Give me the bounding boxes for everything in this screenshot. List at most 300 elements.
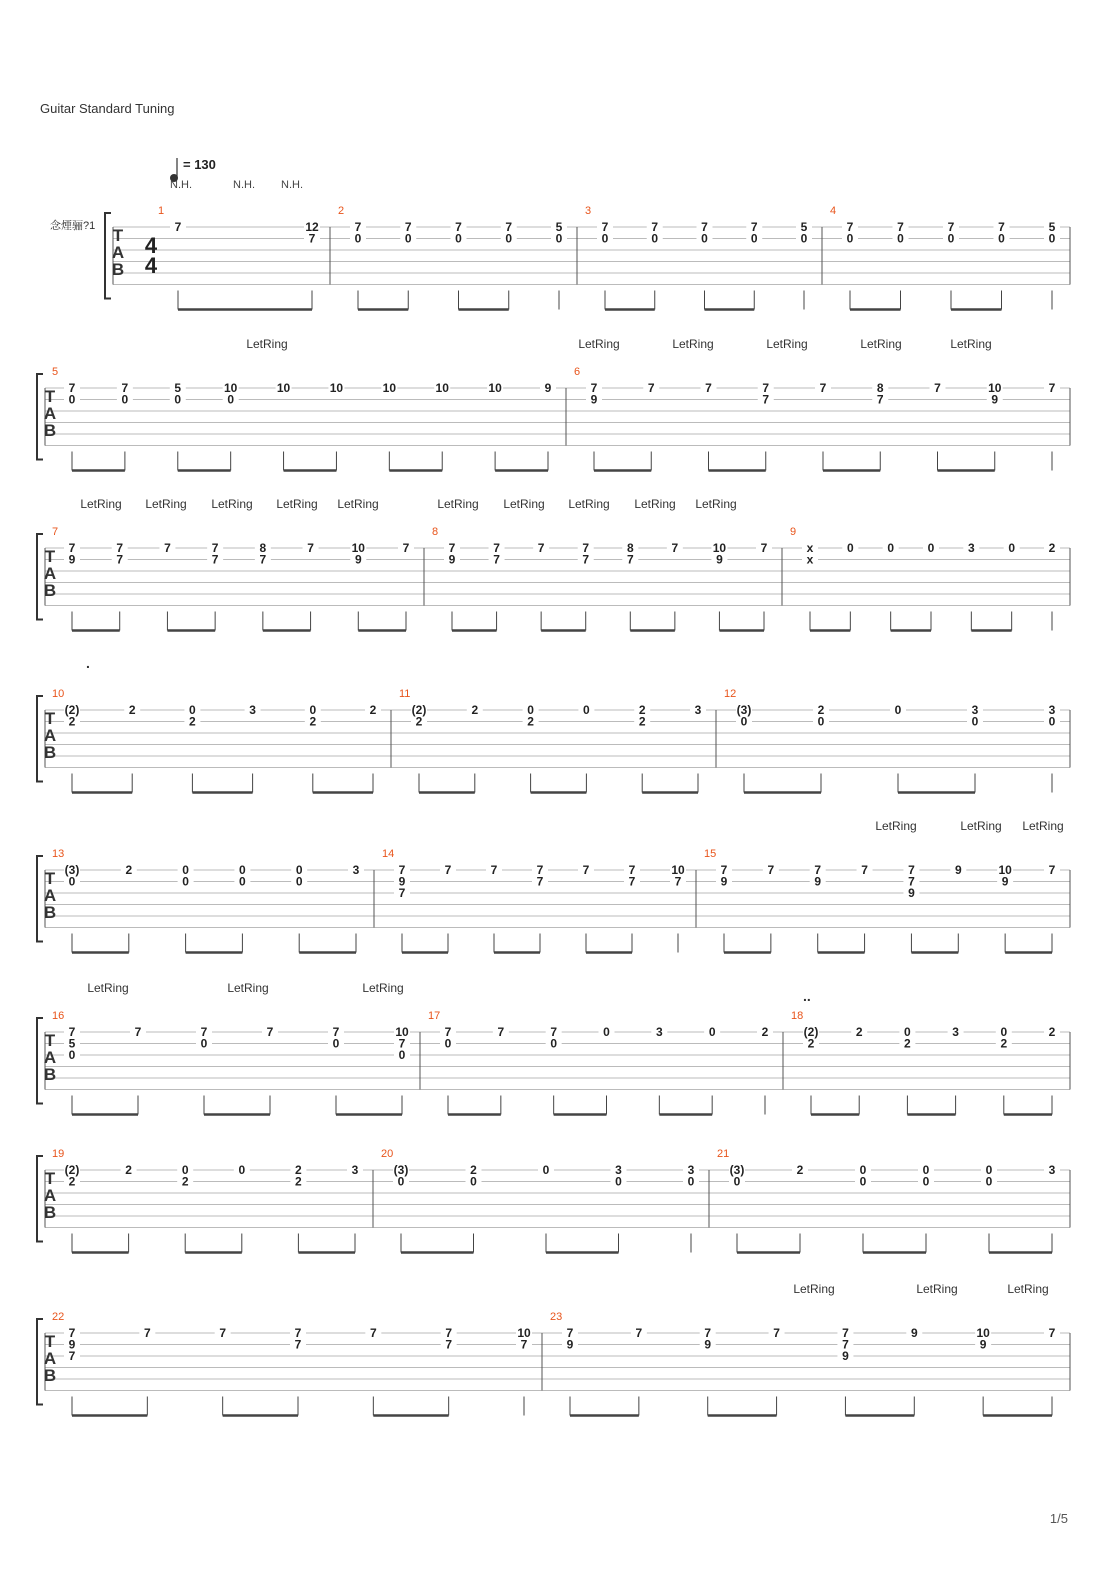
harmonic-mark: N.H.	[281, 179, 303, 191]
fret-number: 0	[846, 231, 854, 246]
fret-number: 8	[259, 541, 267, 555]
fret-number: 0	[309, 703, 317, 717]
fret-number: 9	[68, 552, 76, 567]
measure-number: 13	[52, 848, 65, 860]
fret-number: 7	[701, 220, 708, 234]
system-bracket	[37, 1156, 43, 1242]
fret-number: 10	[988, 381, 1002, 395]
fret-number: 0	[615, 1174, 622, 1189]
tuning-label: Guitar Standard Tuning	[40, 101, 175, 116]
fret-number: (2)	[64, 1163, 80, 1177]
fret-number: 7	[266, 1025, 274, 1039]
fret-number: 7	[520, 1337, 528, 1352]
fret-number: 0	[603, 1025, 610, 1039]
let-ring-label: LetRing	[793, 1282, 835, 1296]
fret-number: 0	[68, 392, 76, 407]
fret-number: 7	[647, 381, 655, 395]
fret-number: 7	[762, 392, 770, 407]
measure-number: 22	[52, 1311, 65, 1323]
fret-number: 7	[164, 541, 171, 555]
fret-number: 7	[934, 381, 941, 395]
let-ring-label: LetRing	[211, 497, 253, 511]
tab-clef-letter: B	[43, 1065, 57, 1084]
fret-number: 10	[223, 381, 238, 395]
fret-number: 7	[445, 1337, 453, 1352]
fret-number: (3)	[736, 703, 752, 717]
fret-number: 0	[68, 874, 76, 889]
track-name: 念煙骊?1	[50, 220, 96, 232]
fret-number: 9	[68, 1337, 76, 1352]
fret-number: 0	[887, 541, 895, 555]
measure-number: 20	[381, 1148, 394, 1160]
fret-number: 0	[238, 1163, 246, 1177]
let-ring-label: LetRing	[578, 337, 620, 351]
measure-number: 7	[52, 526, 59, 538]
fret-number: 7	[493, 541, 500, 555]
fret-number: 7	[628, 874, 636, 889]
fret-number: 0	[354, 231, 362, 246]
fret-number: 7	[308, 231, 316, 246]
fret-number: 0	[397, 1174, 405, 1189]
system-bracket	[37, 856, 43, 942]
fret-number: 7	[404, 220, 412, 234]
fret-number: 7	[846, 220, 854, 234]
fret-number: 2	[855, 1025, 863, 1039]
fret-number: 0	[239, 874, 246, 889]
let-ring-label: LetRing	[875, 819, 917, 833]
fret-number: 7	[720, 863, 728, 877]
tab-clef-letter: A	[43, 1186, 57, 1205]
let-ring-label: LetRing	[362, 981, 404, 995]
fret-number: (2)	[411, 703, 427, 717]
fret-number: 10	[395, 1025, 409, 1039]
fret-number: 7	[750, 220, 758, 234]
fret-number: 10	[382, 381, 397, 395]
section-mark: .	[86, 655, 90, 671]
let-ring-label: LetRing	[1022, 819, 1064, 833]
fret-number: 3	[967, 541, 975, 555]
fret-number: 0	[295, 863, 303, 877]
fret-number: 7	[332, 1025, 340, 1039]
fret-number: 7	[537, 541, 545, 555]
fret-number: 0	[555, 231, 563, 246]
fret-number: 7	[493, 552, 500, 567]
fret-number: 9	[842, 1349, 849, 1363]
fret-number: 7	[211, 552, 219, 567]
let-ring-label: LetRing	[916, 1282, 958, 1296]
page-number: 1/5	[1049, 1511, 1068, 1526]
fret-number: 0	[181, 1163, 189, 1177]
fret-number: 5	[1048, 220, 1056, 234]
tab-clef-letter: A	[43, 1349, 57, 1368]
fret-number: 10	[435, 381, 449, 395]
measure-number: 4	[830, 205, 837, 217]
fret-number: 7	[773, 1326, 780, 1340]
fret-number: 2	[1048, 1025, 1056, 1039]
fret-number: 7	[116, 552, 124, 567]
fret-number: 3	[687, 1163, 695, 1177]
fret-number: 7	[814, 863, 822, 877]
fret-number: 0	[750, 231, 758, 246]
fret-number: 7	[68, 1326, 76, 1340]
fret-number: 2	[125, 1163, 132, 1177]
fret-number: 7	[398, 863, 406, 877]
fret-number: 0	[550, 1036, 558, 1051]
fret-number: 2	[796, 1163, 804, 1177]
fret-number: 10	[712, 541, 727, 555]
fret-number: 9	[566, 1337, 574, 1352]
let-ring-label: LetRing	[87, 981, 129, 995]
fret-number: x	[806, 552, 814, 567]
fret-number: 7	[897, 220, 904, 234]
fret-number: 8	[626, 541, 634, 555]
fret-number: 7	[536, 863, 544, 877]
fret-number: 2	[68, 1174, 76, 1189]
fret-number: 7	[1048, 381, 1056, 395]
fret-number: 7	[550, 1025, 558, 1039]
fret-number: 0	[174, 392, 182, 407]
time-signature-bottom: 4	[144, 253, 158, 278]
fret-number: 7	[490, 863, 498, 877]
fret-number: 0	[398, 1048, 406, 1062]
fret-number: 7	[861, 863, 868, 877]
fret-number: 8	[876, 381, 884, 395]
let-ring-label: LetRing	[337, 497, 379, 511]
fret-number: 2	[125, 863, 133, 877]
fret-number: 2	[904, 1036, 911, 1051]
fret-number: 7	[590, 381, 598, 395]
fret-number: 0	[817, 714, 825, 729]
fret-number: 0	[227, 392, 235, 407]
fret-number: 10	[517, 1326, 531, 1340]
fret-number: 3	[615, 1163, 622, 1177]
let-ring-label: LetRing	[672, 337, 714, 351]
fret-number: 0	[542, 1163, 550, 1177]
fret-number: 7	[497, 1025, 505, 1039]
fret-number: 0	[404, 231, 412, 246]
fret-number: 0	[583, 703, 590, 717]
fret-number: 7	[819, 381, 827, 395]
fret-number: 7	[211, 541, 219, 555]
system-bracket	[37, 1319, 43, 1405]
fret-number: 7	[998, 220, 1005, 234]
tab-clef-letter: B	[43, 743, 57, 762]
fret-number: 2	[68, 714, 76, 729]
fret-number: 0	[1008, 541, 1016, 555]
fret-number: 2	[295, 1174, 302, 1189]
fret-number: 3	[1048, 1163, 1056, 1177]
fret-number: 10	[976, 1326, 990, 1340]
fret-number: 0	[121, 392, 129, 407]
fret-number: 7	[876, 392, 884, 407]
fret-number: 0	[859, 1163, 867, 1177]
fret-number: 2	[309, 714, 317, 729]
measure-number: 5	[52, 366, 59, 378]
fret-number: 3	[1048, 703, 1056, 717]
fret-number: 9	[910, 1326, 918, 1340]
fret-number: 9	[908, 886, 915, 900]
let-ring-label: LetRing	[80, 497, 122, 511]
fret-number: 0	[904, 1025, 911, 1039]
fret-number: 7	[444, 863, 452, 877]
fret-number: 0	[651, 231, 659, 246]
fret-number: 7	[259, 552, 267, 567]
fret-number: 7	[626, 552, 634, 567]
fret-number: 7	[121, 381, 129, 395]
fret-number: 7	[68, 1025, 76, 1039]
fret-number: 2	[471, 703, 479, 717]
fret-number: 7	[398, 1036, 406, 1051]
let-ring-label: LetRing	[437, 497, 479, 511]
fret-number: 0	[971, 714, 979, 729]
fret-number: 0	[922, 1174, 930, 1189]
fret-number: 2	[638, 703, 646, 717]
fret-number: 0	[1000, 1025, 1008, 1039]
fret-number: 7	[536, 874, 544, 889]
tab-clef-letter: A	[43, 1048, 57, 1067]
tab-clef-letter: T	[44, 1332, 56, 1351]
fret-number: 7	[1048, 863, 1056, 877]
fret-number: 7	[402, 541, 410, 555]
measure-number: 19	[52, 1148, 65, 1160]
fret-number: 5	[800, 220, 808, 234]
system-bracket	[37, 534, 43, 620]
fret-number: 0	[527, 703, 534, 717]
tab-clef-letter: A	[43, 404, 57, 423]
fret-number: 7	[505, 220, 513, 234]
fret-number: 0	[1048, 714, 1056, 729]
fret-number: 0	[455, 231, 462, 246]
measure-number: 3	[585, 205, 592, 217]
fret-number: 5	[555, 220, 563, 234]
measure-number: 21	[717, 1148, 730, 1160]
fret-number: 7	[671, 541, 679, 555]
fret-number: 0	[922, 1163, 930, 1177]
fret-number: 0	[947, 231, 955, 246]
fret-number: 0	[1048, 231, 1056, 246]
fret-number: 7	[704, 1326, 712, 1340]
fret-number: 7	[448, 541, 456, 555]
fret-number: 7	[582, 552, 590, 567]
measure-number: 18	[791, 1010, 804, 1022]
fret-number: 9	[814, 874, 822, 889]
fret-number: 7	[705, 381, 712, 395]
system-bracket	[37, 1018, 43, 1104]
fret-number: 9	[590, 392, 598, 407]
tab-clef-letter: T	[44, 387, 56, 406]
fret-number: 7	[444, 1025, 452, 1039]
fret-number: 0	[189, 703, 196, 717]
fret-number: 0	[332, 1036, 340, 1051]
fret-number: 7	[582, 541, 590, 555]
fret-number: 0	[894, 703, 902, 717]
fret-number: 0	[295, 874, 303, 889]
fret-number: 7	[908, 863, 915, 877]
fret-number: 0	[897, 231, 904, 246]
fret-number: 0	[239, 863, 246, 877]
fret-number: 7	[445, 1326, 453, 1340]
fret-number: 0	[182, 863, 189, 877]
fret-number: (2)	[64, 703, 80, 717]
fret-number: 7	[455, 220, 462, 234]
fret-number: 7	[635, 1326, 643, 1340]
fret-number: 2	[295, 1163, 302, 1177]
fret-number: 7	[294, 1326, 302, 1340]
fret-number: 10	[276, 381, 291, 395]
fret-number: 5	[174, 381, 182, 395]
fret-number: 0	[701, 231, 708, 246]
let-ring-label: LetRing	[503, 497, 545, 511]
tab-clef-letter: T	[44, 709, 56, 728]
tab-clef-letter: T	[44, 547, 56, 566]
fret-number: 7	[200, 1025, 208, 1039]
let-ring-label: LetRing	[860, 337, 902, 351]
measure-number: 6	[574, 366, 581, 378]
fret-number: 7	[134, 1025, 142, 1039]
measure-number: 8	[432, 526, 439, 538]
fret-number: 10	[351, 541, 365, 555]
fret-number: 7	[842, 1326, 849, 1340]
fret-number: 9	[448, 552, 456, 567]
fret-number: 3	[351, 1163, 359, 1177]
fret-number: 2	[128, 703, 136, 717]
measure-number: 14	[382, 848, 395, 860]
fret-number: 9	[720, 874, 728, 889]
fret-number: 10	[488, 381, 502, 395]
fret-number: 9	[354, 552, 362, 567]
fret-number: 7	[398, 886, 406, 900]
fret-number: 2	[181, 1174, 189, 1189]
let-ring-label: LetRing	[276, 497, 318, 511]
fret-number: 7	[601, 220, 609, 234]
fret-number: 7	[307, 541, 314, 555]
fret-number: 7	[674, 874, 682, 889]
fret-number: 7	[762, 381, 770, 395]
let-ring-label: LetRing	[145, 497, 187, 511]
fret-number: 0	[200, 1036, 208, 1051]
let-ring-label: LetRing	[568, 497, 610, 511]
fret-number: (3)	[729, 1163, 745, 1177]
fret-number: (3)	[393, 1163, 409, 1177]
tab-clef-letter: A	[111, 243, 125, 262]
fret-number: 7	[68, 1349, 76, 1363]
fret-number: 0	[470, 1174, 477, 1189]
fret-number: 2	[1000, 1036, 1008, 1051]
fret-number: 0	[687, 1174, 695, 1189]
fret-number: 7	[760, 541, 768, 555]
fret-number: 7	[842, 1337, 849, 1352]
fret-number: 3	[952, 1025, 959, 1039]
let-ring-label: LetRing	[950, 337, 992, 351]
system-bracket	[37, 374, 43, 460]
fret-number: 7	[947, 220, 955, 234]
tab-clef-letter: B	[43, 1366, 57, 1385]
fret-number: 0	[985, 1174, 993, 1189]
fret-number: 0	[859, 1174, 867, 1189]
measure-number: 15	[704, 848, 717, 860]
let-ring-label: LetRing	[634, 497, 676, 511]
tab-clef-letter: A	[43, 886, 57, 905]
fret-number: 2	[1048, 541, 1056, 555]
fret-number: 0	[927, 541, 935, 555]
fret-number: 7	[582, 863, 590, 877]
fret-number: 9	[544, 381, 552, 395]
tab-clef-letter: B	[43, 421, 57, 440]
tab-clef-letter: T	[44, 1031, 56, 1050]
fret-number: 0	[733, 1174, 741, 1189]
harmonic-mark: N.H.	[170, 179, 192, 191]
let-ring-label: LetRing	[1007, 1282, 1049, 1296]
fret-number: 2	[470, 1163, 477, 1177]
harmonic-mark: N.H.	[233, 179, 255, 191]
measure-number: 2	[338, 205, 345, 217]
measure-number: 9	[790, 526, 797, 538]
fret-number: 7	[767, 863, 775, 877]
fret-number: 3	[352, 863, 360, 877]
fret-number: 0	[444, 1036, 452, 1051]
fret-number: 10	[671, 863, 685, 877]
let-ring-label: LetRing	[960, 819, 1002, 833]
fret-number: 7	[566, 1326, 574, 1340]
measure-number: 1	[158, 205, 165, 217]
fret-number: 0	[800, 231, 808, 246]
system-bracket	[105, 213, 111, 299]
fret-number: 2	[761, 1025, 769, 1039]
fret-number: 0	[68, 1048, 76, 1062]
fret-number: 2	[807, 1036, 815, 1051]
fret-number: 0	[740, 714, 748, 729]
tab-clef-letter: B	[111, 260, 125, 279]
fret-number: 0	[505, 231, 513, 246]
fret-number: 7	[143, 1326, 151, 1340]
fret-number: 9	[991, 392, 999, 407]
fret-number: (3)	[64, 863, 80, 877]
fret-number: 7	[354, 220, 362, 234]
fret-number: 7	[219, 1326, 227, 1340]
fret-number: (2)	[803, 1025, 819, 1039]
fret-number: 0	[846, 541, 854, 555]
fret-number: 10	[998, 863, 1012, 877]
fret-number: 7	[174, 220, 182, 234]
measure-number: 17	[428, 1010, 441, 1022]
fret-number: 0	[601, 231, 609, 246]
fret-number: 9	[1001, 874, 1009, 889]
fret-number: 2	[817, 703, 825, 717]
let-ring-label: LetRing	[227, 981, 269, 995]
fret-number: 2	[638, 714, 646, 729]
tab-clef-letter: A	[43, 726, 57, 745]
fret-number: 7	[1048, 1326, 1056, 1340]
fret-number: 2	[189, 714, 196, 729]
tab-clef-letter: B	[43, 1203, 57, 1222]
time-signature-top: 4	[144, 233, 158, 258]
let-ring-label: LetRing	[246, 337, 288, 351]
fret-number: 0	[708, 1025, 716, 1039]
fret-number: 9	[979, 1337, 987, 1352]
fret-number: 9	[398, 874, 406, 889]
fret-number: 2	[527, 714, 534, 729]
measure-number: 16	[52, 1010, 65, 1022]
fret-number: 2	[369, 703, 377, 717]
section-mark: ..	[803, 988, 811, 1004]
fret-number: 7	[908, 874, 915, 889]
fret-number: 7	[68, 541, 76, 555]
let-ring-label: LetRing	[695, 497, 737, 511]
fret-number: 7	[369, 1326, 377, 1340]
tempo-marking: = 130	[183, 157, 216, 172]
tab-clef-letter: T	[44, 869, 56, 888]
fret-number: 3	[249, 703, 256, 717]
